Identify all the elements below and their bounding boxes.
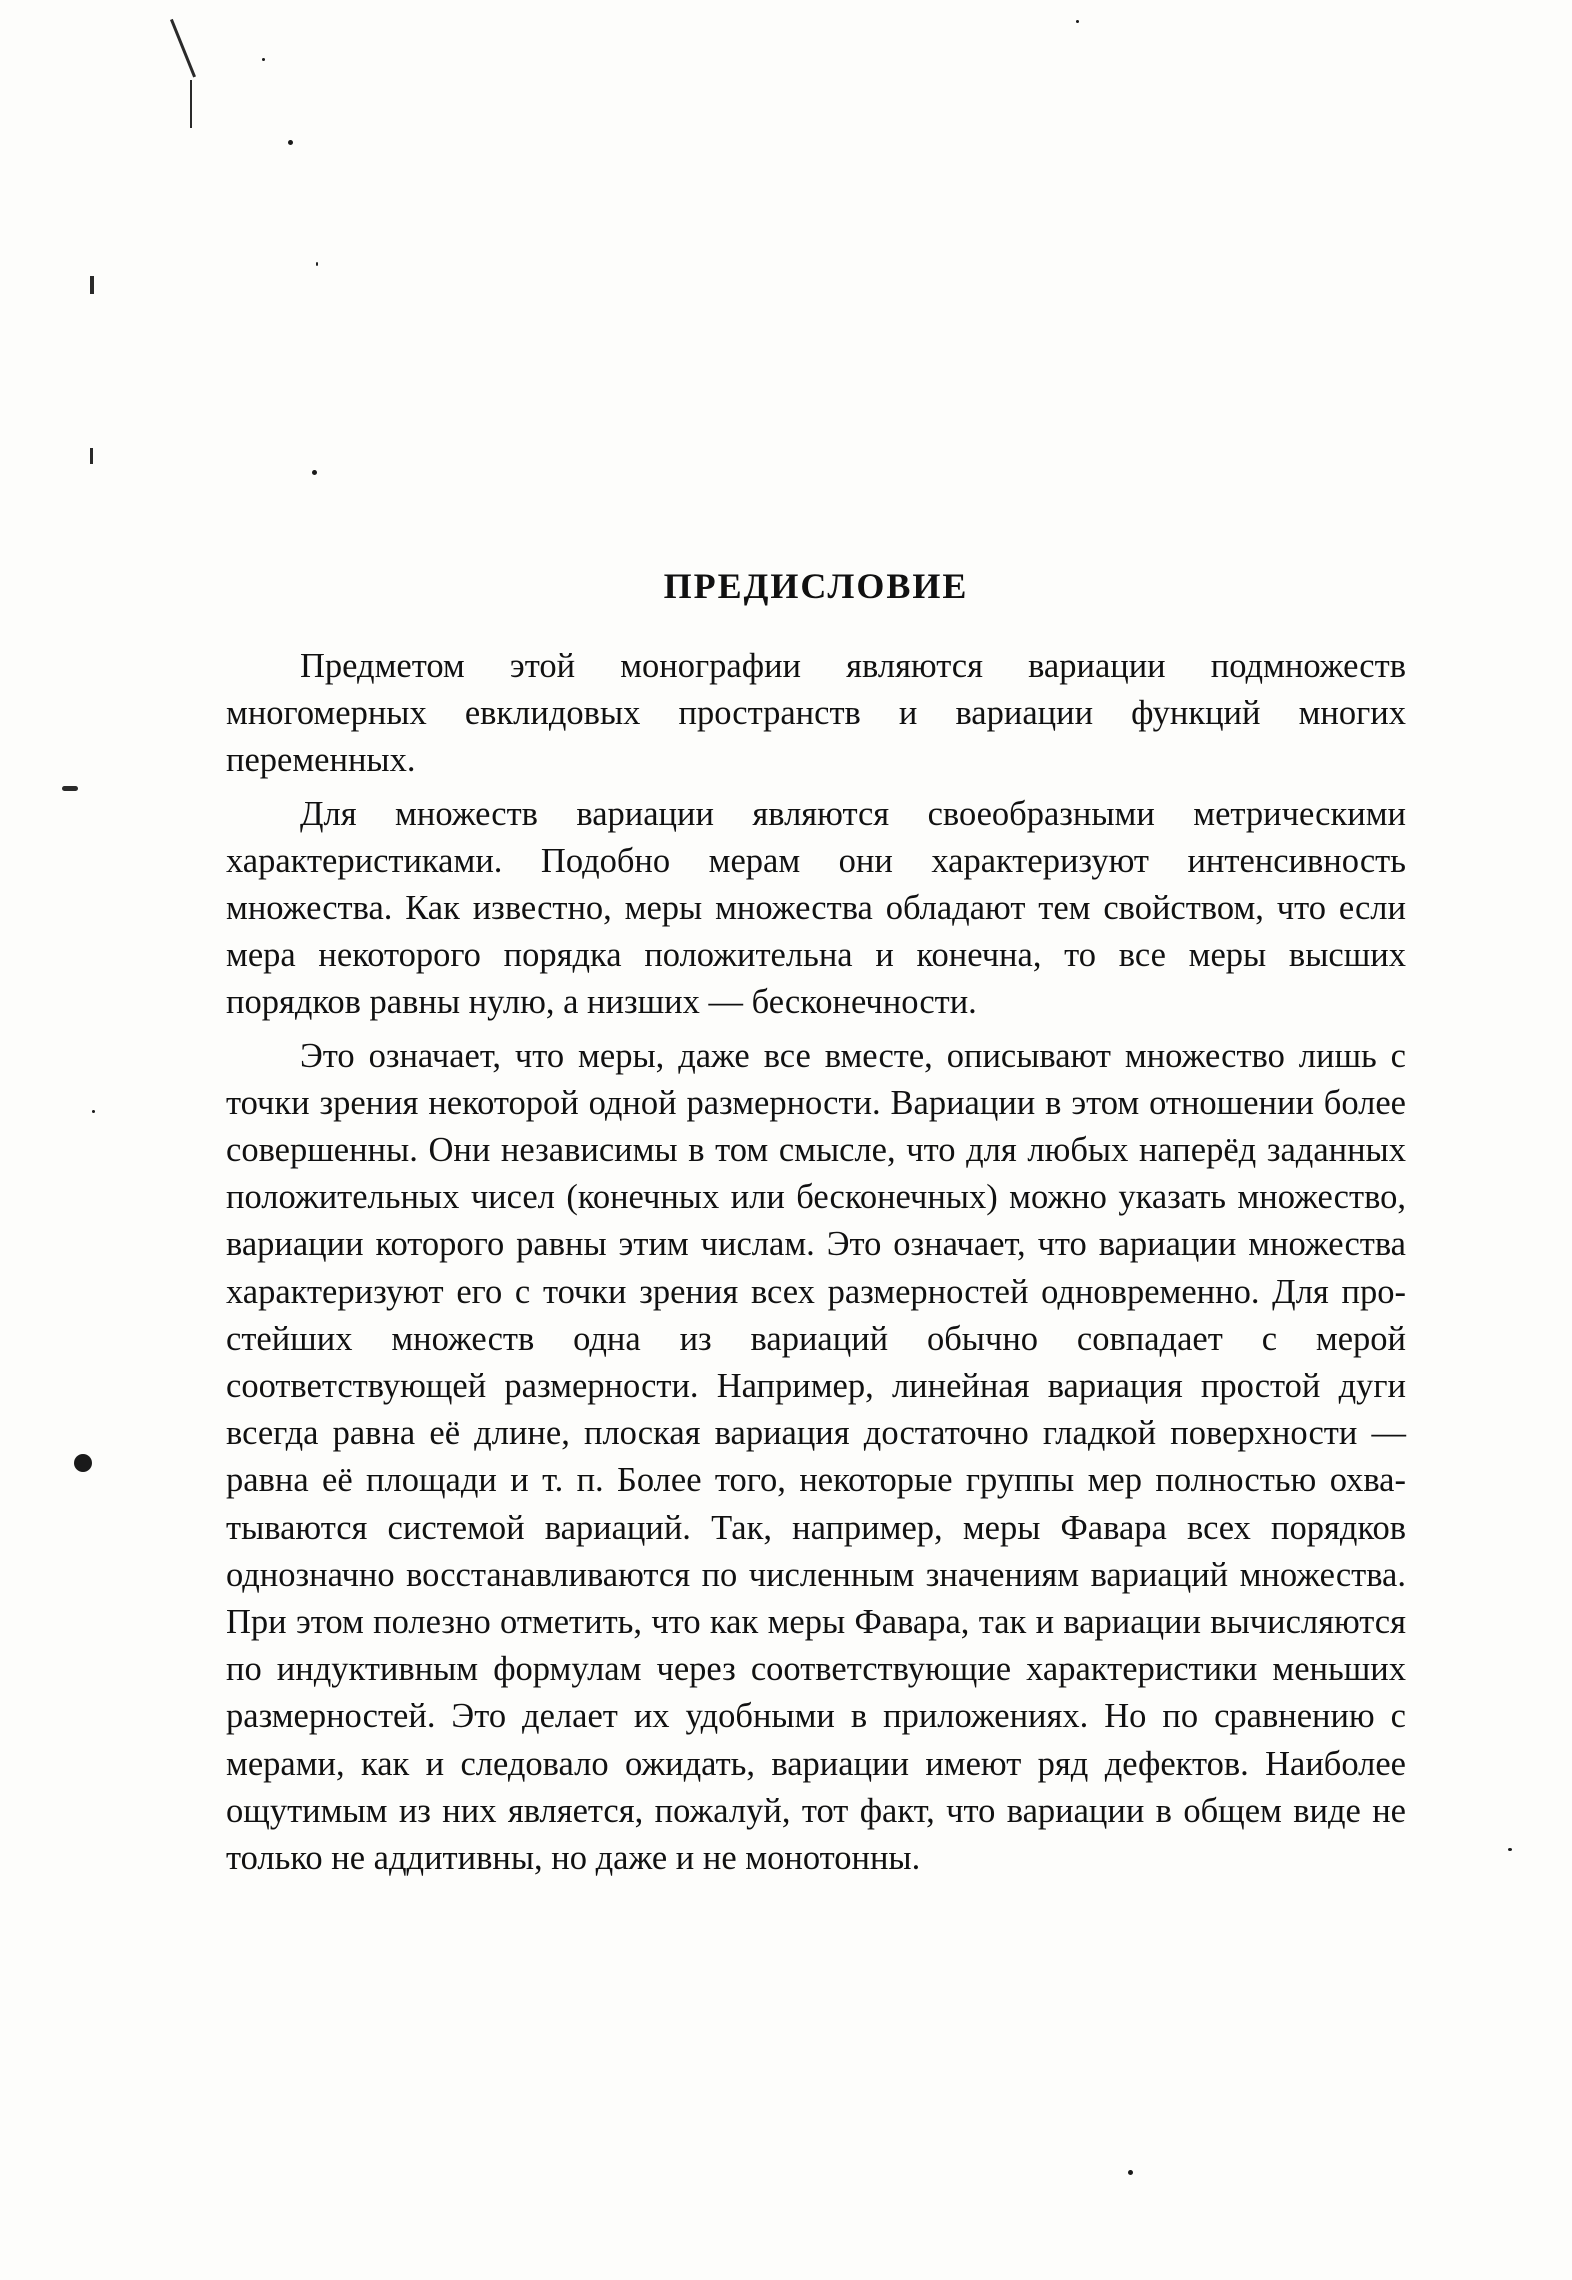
preface-page [226,565,1406,1882]
scan-speck [262,58,265,61]
paragraph-3: Это означает, что меры, даже все вместе, описывают множество лишь с точки зрения некоторой одной размерности. Вариации в этом отношении более совершенны. Они независимы в том смысле, что для любых наперёд заданных положительных чисел (конечных или бесконечных) можно указать множество, вариации которого равны этим числам. Это означает, что вариации множества характеризуют его с точки зрения всех размерностей одновременно. Для простейших множеств одна из вариаций обычно совпадает с мерой соответствующей размерности. Например, линейная вариация простой дуги всегда равна её длине, плоская вариация достаточно гладкой поверхности — равна её площади и т. п. Более того, некоторые группы мер полностью охватываются системой вариаций. Так, например, меры Фавара всех порядков однозначно восстанавливаются по численным значениям вариаций множества. При этом полезно отметить, что как меры Фавара, так и вариации вычисляются по индуктивным формулам через соответствующие характеристики меньших размерностей. Это делает их удобными в приложениях. Но по сравнению с мерами, как и следовало ожидать, вариации имеют ряд дефектов. Наиболее ощутимым из них является, пожалуй, тот факт, что вариации в общем виде не только не аддитивны, но даже и не монотонны. [226,1036,1406,1878]
scan-speck [288,140,293,145]
scan-speck [1508,1848,1512,1851]
scan-blot [74,1454,92,1472]
scan-mark-stroke-5 [62,786,78,791]
preface-heading: ПРЕДИСЛОВИЕ [663,566,969,606]
scan-speck [1128,2170,1133,2175]
scan-speck [316,262,318,266]
scan-speck [92,1110,95,1113]
scan-mark-stroke-3 [90,276,94,294]
paragraph-2: Для множеств вариации являются своеобразными метрическими характеристиками. Подобно мерам они характеризуют интенсивность множества. Как известно, меры множества обладают тем свойством, что если мера некоторого порядка положительна и конечна, то все меры высших порядков равны нулю, а низших — бесконечности. [226,794,1406,1022]
scan-mark-stroke-4 [90,448,93,464]
scan-mark-stroke-1 [170,19,196,78]
scan-speck [312,470,317,475]
paragraph-1: Предметом этой монографии являются вариации подмножеств многомерных евклидовых пространств и вариации функций многих переменных. [226,647,1406,780]
scan-speck [1076,20,1079,23]
scan-mark-stroke-2 [190,80,192,128]
